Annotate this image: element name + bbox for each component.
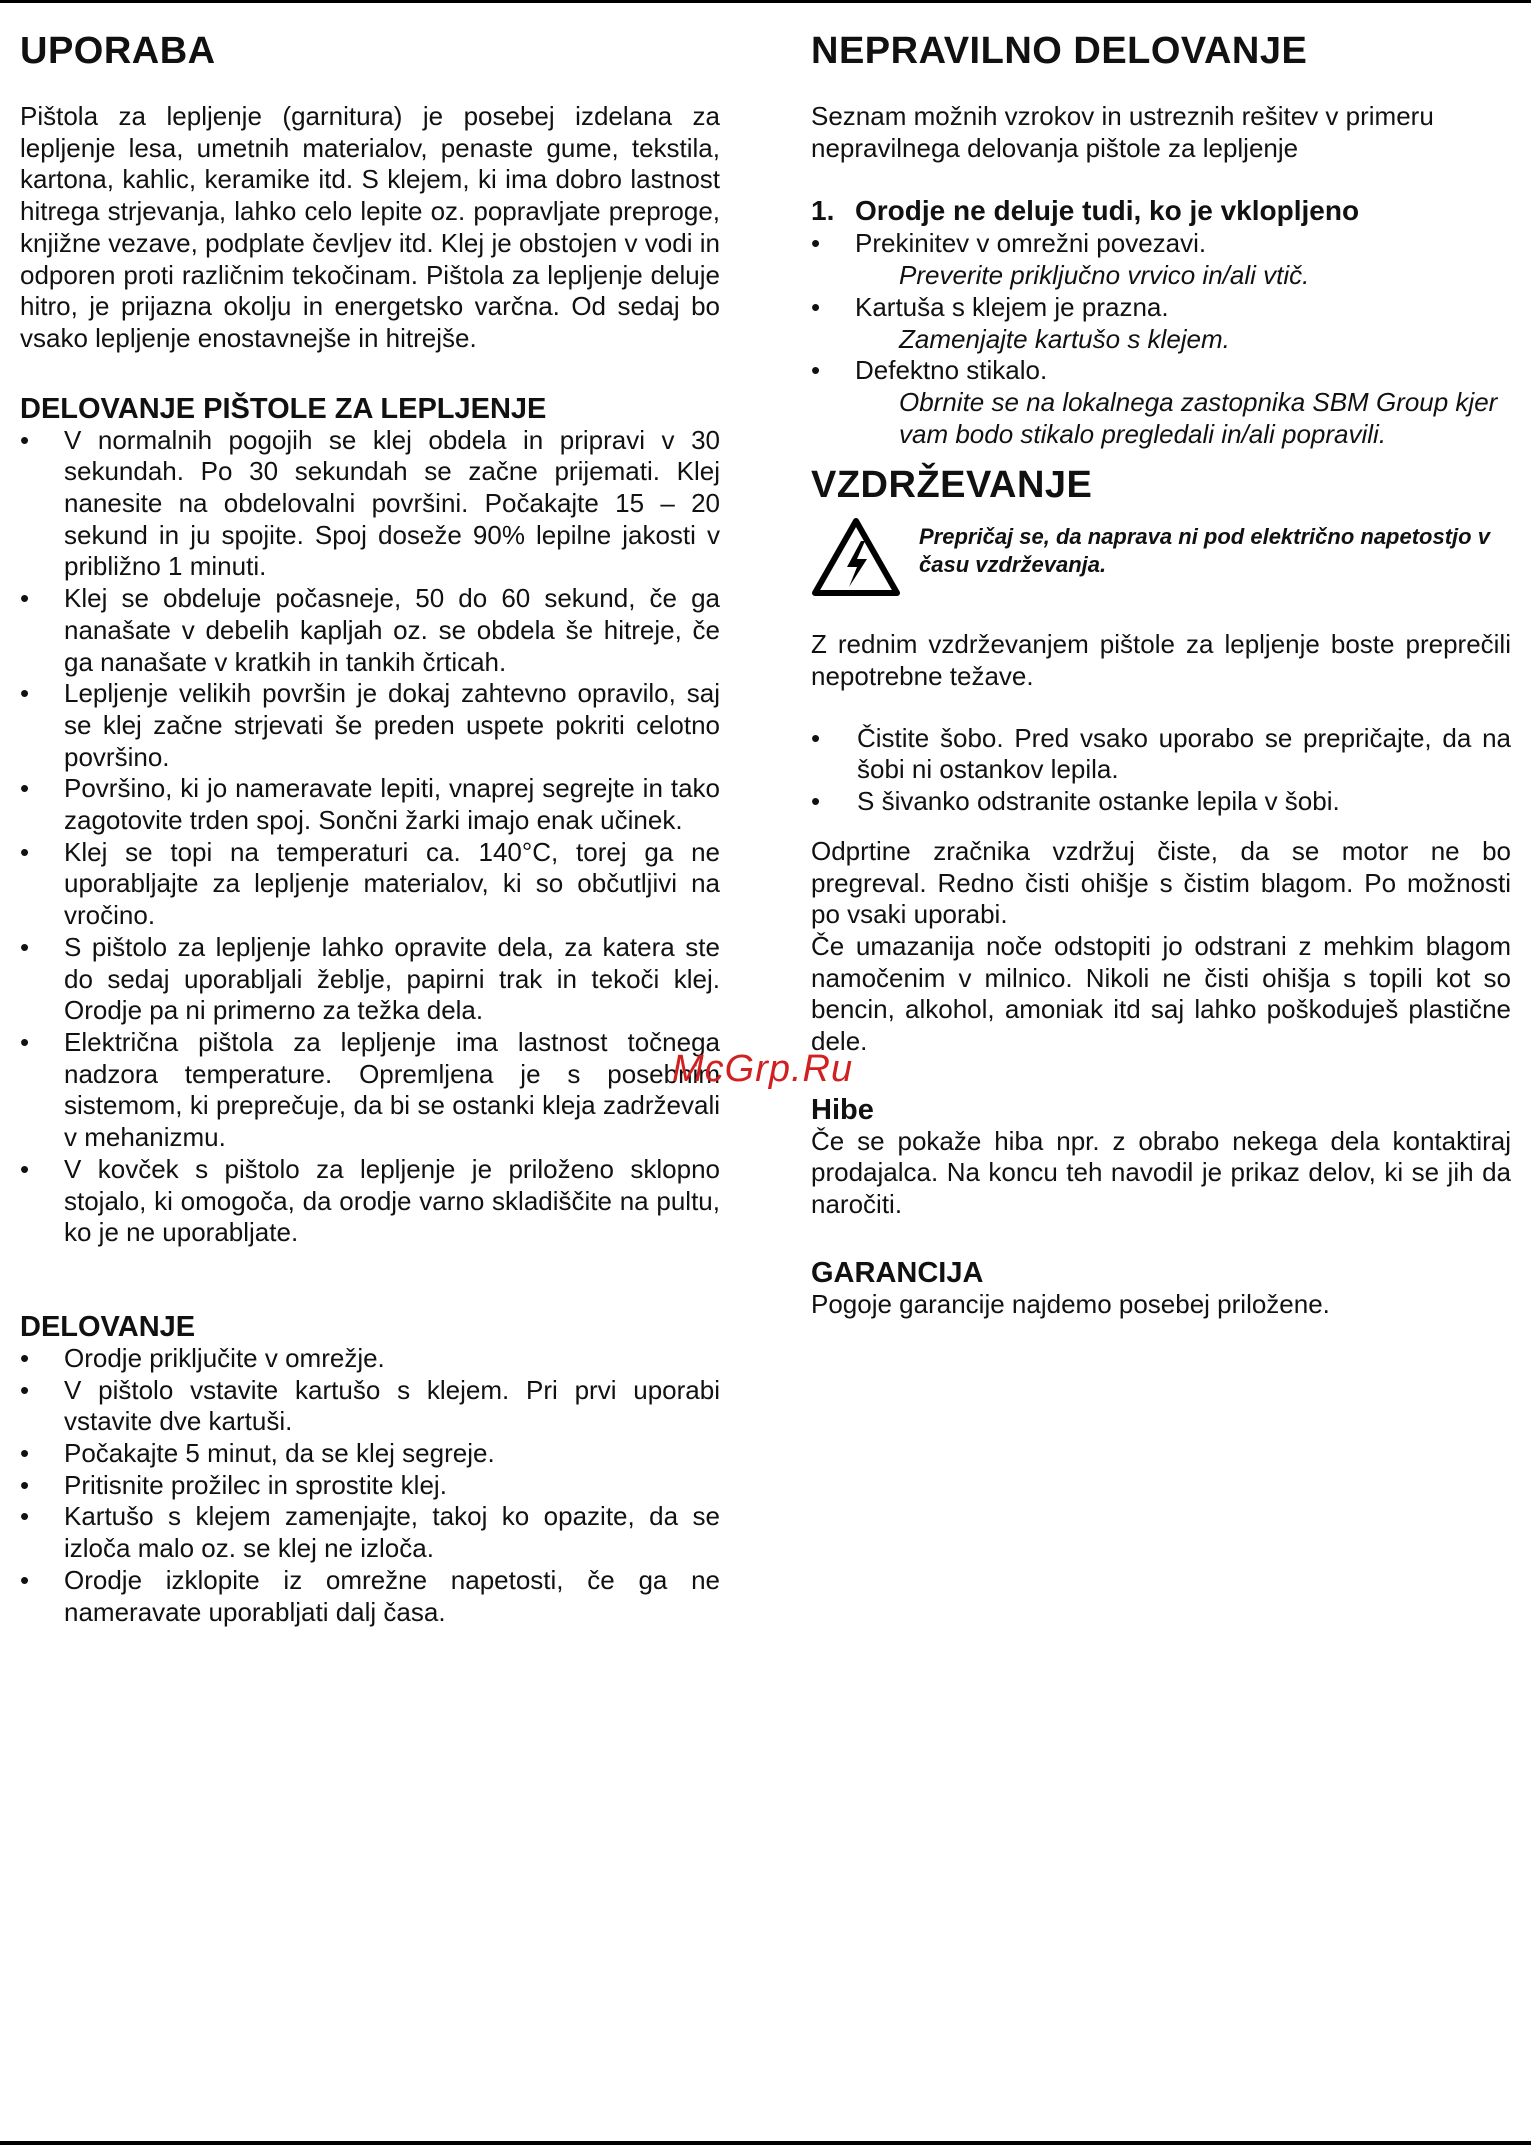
hibe-text: Če se pokaže hiba npr. z obrabo nekega dela kontaktiraj prodajalca. Na koncu teh navodil je prikaz delov, ki se jih da naročiti. [811, 1125, 1511, 1220]
section-title-delovanje: DELOVANJE [20, 1310, 196, 1343]
bullet: • [20, 583, 30, 614]
list-item: • Orodje priključite v omrežje. [20, 1342, 385, 1373]
watermark: McGrp.Ru [672, 1048, 854, 1090]
bullet: • [20, 1564, 30, 1595]
list-item: • Počakajte 5 minut, da se klej segreje. [20, 1438, 495, 1469]
bullet: • [20, 1342, 30, 1373]
section-garancija [811, 1257, 1511, 1321]
left-column [20, 30, 720, 1628]
list-item: • Lepljenje velikih površin je dokaj zahtevno opravilo, saj se klej začne strjevati še preden uspete pokriti celotno površino. [20, 678, 720, 772]
vzdrzevanje-para-1: Odprtine zračnika vzdržuj čiste, da se motor ne bo pregreval. Redno čisti ohišje s čistim blagom. Po možnosti po vsaki uporabi. [811, 835, 1511, 930]
list-item: • V pištolo vstavite kartušo s klejem. Pri prvi uporabi vstavite dve kartuši. [20, 1374, 720, 1437]
section-title-vzdrzevanje: VZDRŽEVANJE [811, 464, 1093, 507]
problem-block [811, 194, 1511, 450]
vzdrzevanje-list [811, 723, 1511, 818]
list-item: • V normalnih pogojih se klej obdela in pripravi v 30 sekundah. Po 30 sekundah se začne prijemati. Klej nanesite na obdelovalni površini. Počakajte 15 – 20 sekund in ju spojite. Spoj doseže 90% lepilne jakosti v približno 1 minuti. [20, 424, 720, 582]
bullet: • [20, 678, 30, 709]
delovanje-pistole-list [20, 425, 720, 1249]
section-title-garancija: GARANCIJA [811, 1256, 984, 1289]
list-item: • Čistite šobo. Pred vsako uporabo se prepričajte, da na šobi ni ostankov lepila. [811, 722, 1511, 785]
list-item: • Pritisnite prožilec in sprostite klej. [20, 1469, 447, 1500]
list-item: • Klej se obdeluje počasneje, 50 do 60 sekund, če ga nanašate v debelih kapljah oz. se obdela še hitreje, če ga nanašate v kratkih in tankih črticah. [20, 583, 720, 677]
vzdrzevanje-intro: Z rednim vzdrževanjem pištole za lepljenje boste preprečili nepotrebne težave. [811, 629, 1511, 692]
list-item: • Orodje izklopite iz omrežne napetosti, če ga ne nameravate uporabljati dalj časa. [20, 1564, 720, 1627]
bullet: • [20, 1026, 30, 1057]
bullet: • [811, 355, 821, 386]
warning-box [811, 517, 1511, 597]
top-rule [0, 0, 1531, 3]
list-item: • Kartušo s klejem zamenjajte, takoj ko opazite, da se izloča malo oz. se klej ne izloča. [20, 1501, 720, 1564]
section-title-hibe: Hibe [811, 1093, 874, 1126]
bottom-rule [0, 2141, 1531, 2145]
bullet: • [20, 1153, 30, 1184]
right-column [811, 30, 1511, 1321]
bullet: • [20, 424, 30, 455]
bullet: • [20, 773, 30, 804]
warning-text: Prepričaj se, da naprava ni pod električno napetostjo v času vzdrževanja. [919, 524, 1490, 578]
bullet: • [811, 228, 821, 259]
fix-text: Preverite priključno vrvico in/ali vtič. [899, 260, 1310, 291]
high-voltage-warning-icon [811, 517, 901, 597]
section-vzdrzevanje [811, 464, 1511, 1057]
bullet: • [20, 1501, 30, 1532]
uporaba-text: Pištola za lepljenje (garnitura) je posebej izdelana za lepljenje lesa, umetnih materialov, penaste gume, tekstila, kartona, kahlic, keramike itd. S klejem, ki ima dobro lastnost hitrega strjevanja, lahko celo lepite oz. popravljate preproge, knjižne vezave, podplate čevljev itd. Klej je obstojen v vodi in odporen proti različnim tekočinam. Pištola za lepljenje deluje hitro, je prijazna okolju in energetsko varčna. Od sedaj bo vsako lepljenje enostavnejše in hitrejše. [20, 101, 720, 353]
bullet: • [20, 836, 30, 867]
bullet: • [20, 931, 30, 962]
bullet: • [811, 291, 821, 322]
cause-item: • Prekinitev v omrežni povezavi. [811, 228, 1207, 259]
bullet: • [811, 722, 821, 753]
list-item: • S pištolo za lepljenje lahko opravite dela, za katera ste do sedaj uporabljali žeblje, papirni trak in tekoči klej. Orodje pa ni primerno za težka dela. [20, 931, 720, 1026]
fix-text: Zamenjajte kartušo s klejem. [899, 323, 1230, 354]
bullet: • [811, 786, 821, 817]
section-hibe [811, 1094, 1511, 1221]
fix-text: Obrnite se na lokalnega zastopnika SBM Group kjer vam bodo stikalo pregledali in/ali popravili. [899, 386, 1498, 449]
list-item: • Električna pištola za lepljenje ima lastnost točnega nadzora temperature. Opremljena je s posebnim sistemom, ki preprečuje, da bi se ostanki kleja zadrževali v mehanizmu. [20, 1026, 720, 1153]
bullet: • [20, 1469, 30, 1500]
cause-item: • Defektno stikalo. [811, 355, 1048, 386]
section-delovanje-pistole [20, 393, 720, 1249]
section-title-delovanje-pistole: DELOVANJE PIŠTOLE ZA LEPLJENJE [20, 392, 547, 425]
list-item: • V kovček s pištolo za lepljenje je priloženo sklopno stojalo, ki omogoča, da orodje varno skladiščite na pultu, ko je ne uporabljate. [20, 1153, 720, 1248]
nepravilno-intro: Seznam možnih vzrokov in ustreznih rešitev v primeru nepravilnega delovanja pištole za lepljenje [811, 101, 1434, 163]
vzdrzevanje-para-2: Če umazanija noče odstopiti jo odstrani z mehkim blagom namočenim v milnico. Nikoli ne čisti ohišja s topili kot so bencin, alkohol, amoniak itd saj lahko poškoduješ plastične dele. [811, 930, 1511, 1057]
bullet: • [20, 1374, 30, 1405]
cause-item: • Kartuša s klejem je prazna. [811, 291, 1169, 322]
delovanje-list [20, 1343, 720, 1628]
list-item: • Klej se topi na temperaturi ca. 140°C, torej ga ne uporabljajte za lepljenje materialov, ki so občutljivi na vročino. [20, 836, 720, 931]
section-delovanje [20, 1311, 720, 1628]
list-item: • Površino, ki jo nameravate lepiti, vnaprej segrejte in tako zagotovite trden spoj. Sončni žarki imajo enak učinek. [20, 773, 720, 836]
bullet: • [20, 1438, 30, 1469]
list-item: • S šivanko odstranite ostanke lepila v šobi. [811, 786, 1340, 817]
section-title-uporaba: UPORABA [20, 30, 216, 72]
section-title-nepravilno: NEPRAVILNO DELOVANJE [811, 30, 1308, 72]
problem-heading: 1. Orodje ne deluje tudi, ko je vklopljeno [811, 195, 1360, 227]
garancija-text: Pogoje garancije najdemo posebej priložene. [811, 1288, 1330, 1319]
